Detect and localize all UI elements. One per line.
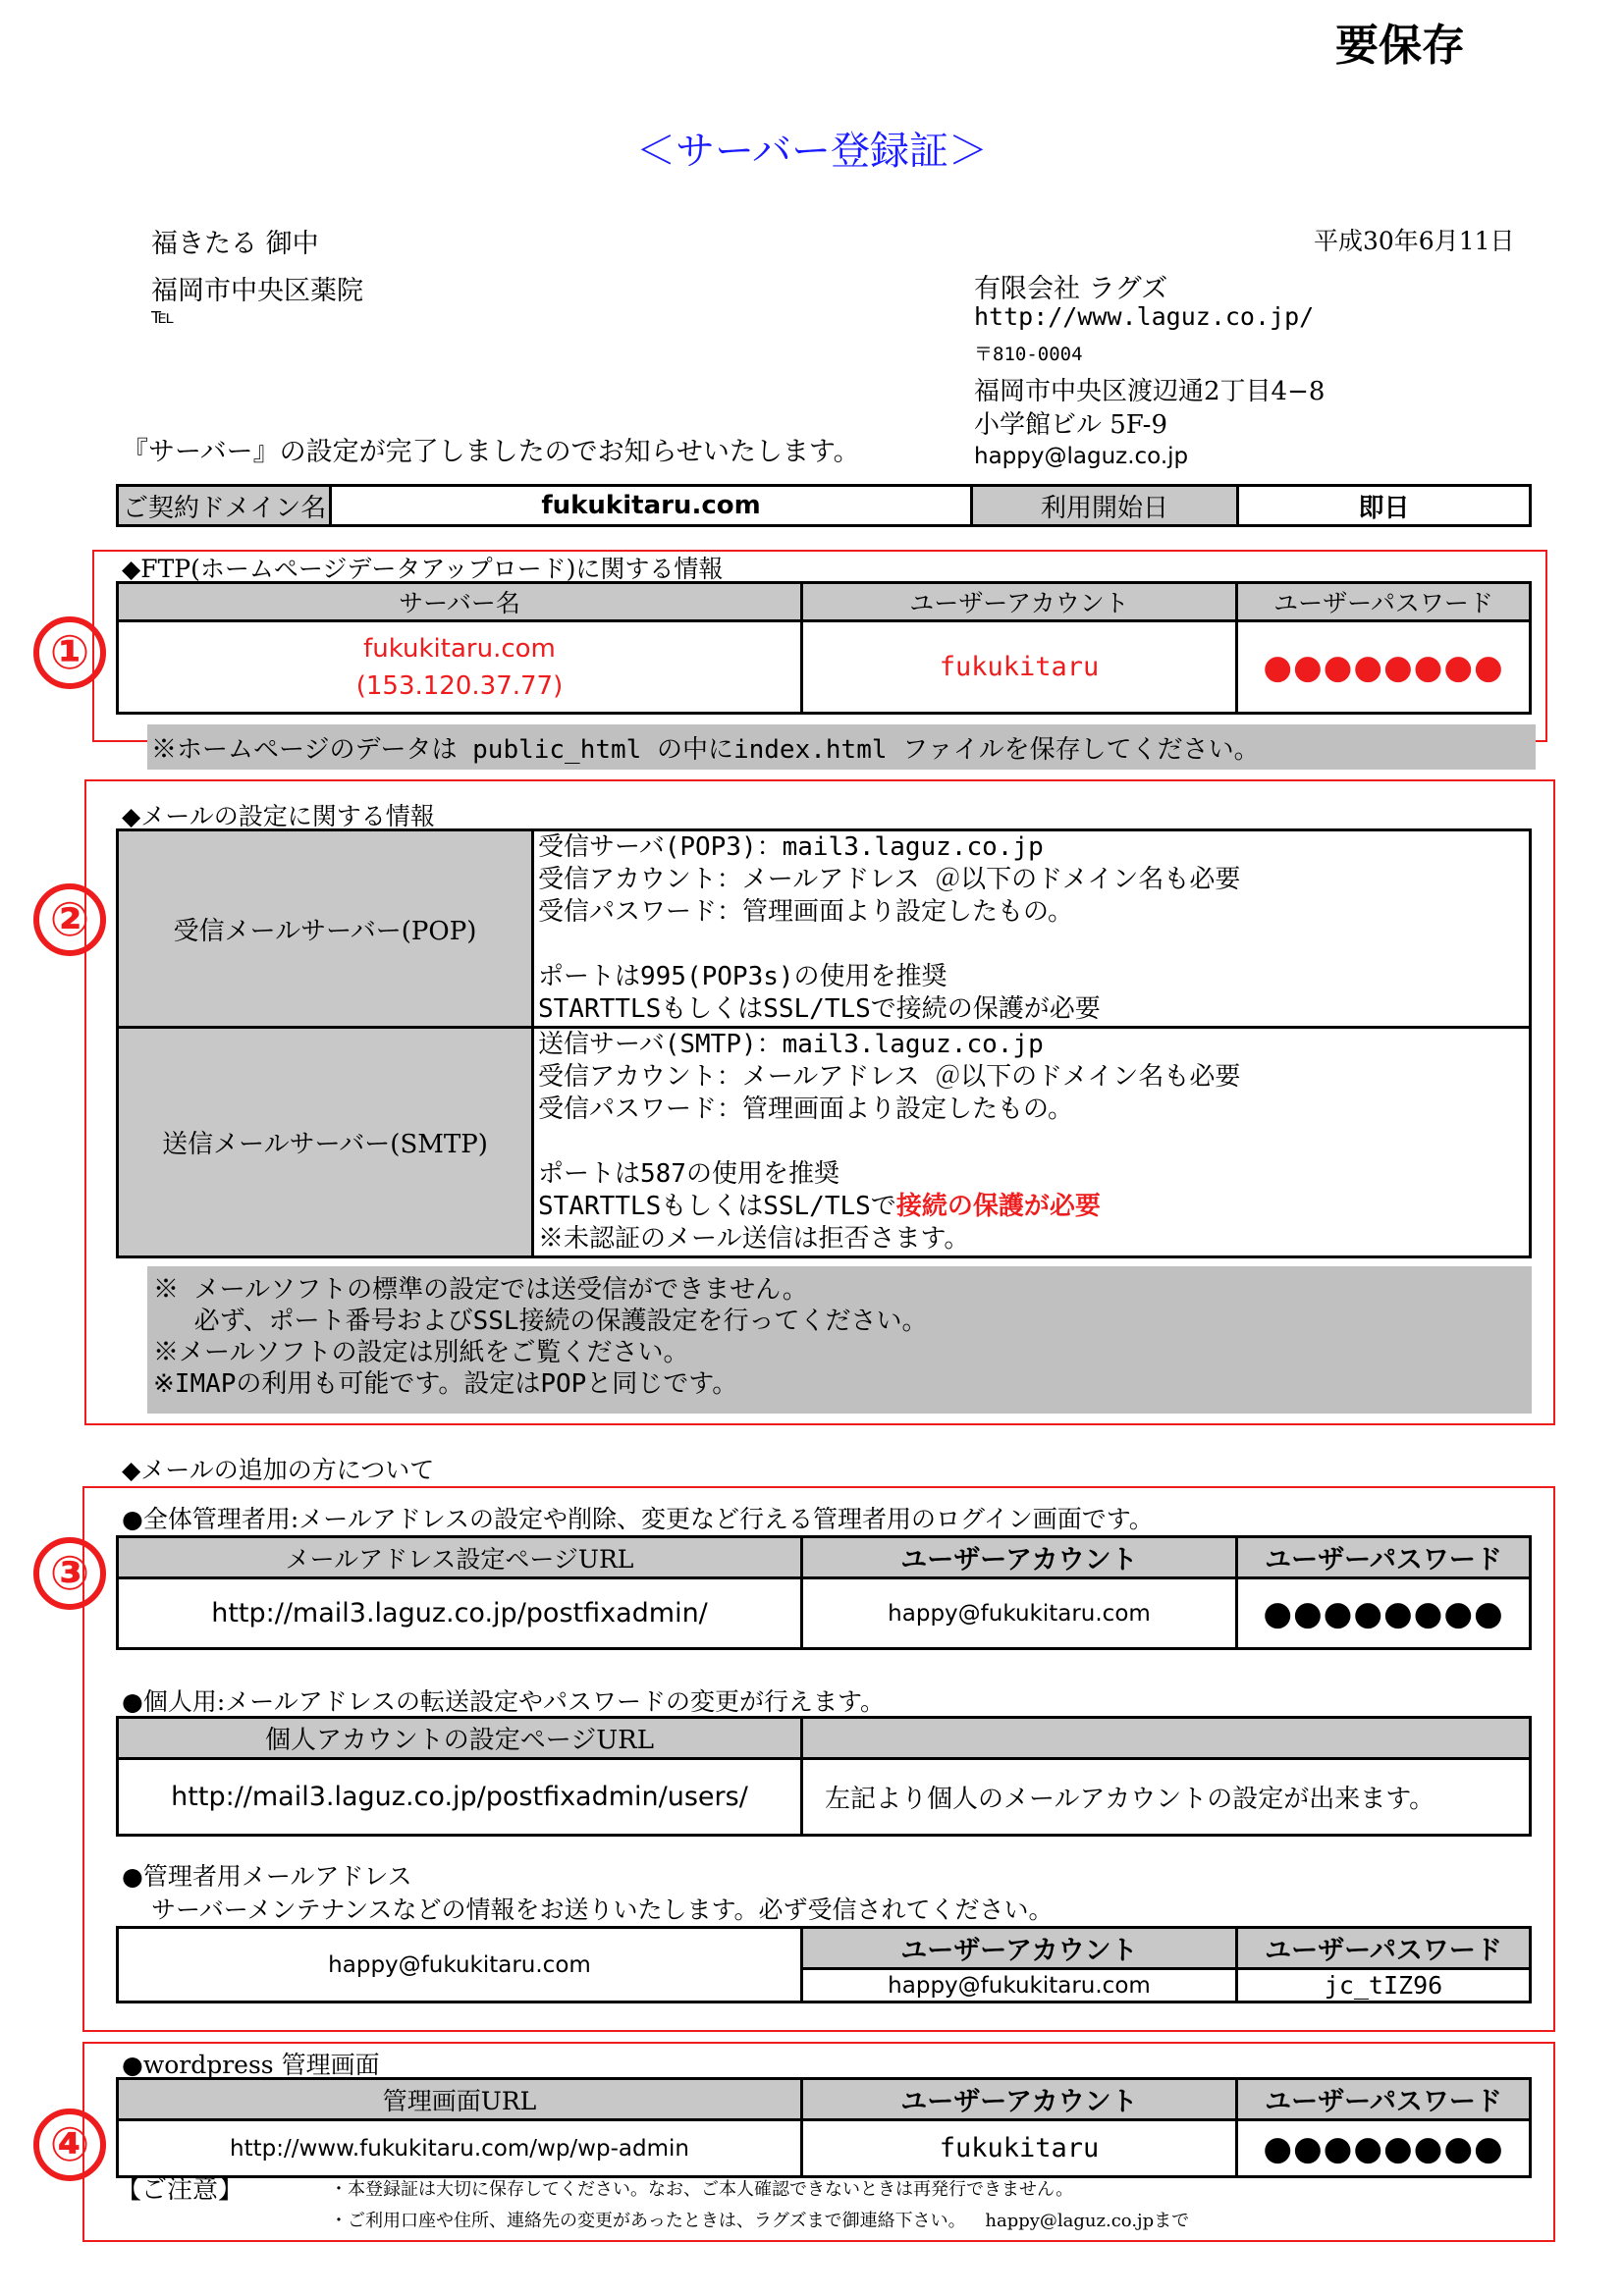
- manager-heading: ●管理者用メールアドレス: [122, 1862, 412, 1891]
- ftp-server-name: [118, 621, 802, 714]
- pop-line: ポートは995(POP3s)の使用を推奨: [538, 962, 947, 991]
- pop-line: 受信パスワード：管理画面より設定したもの。: [538, 897, 1073, 927]
- pop-line: 受信アカウント：メールアドレス ＠以下のドメイン名も必要: [538, 865, 1241, 894]
- ftp-password-mask: ●●●●●●●●: [1263, 647, 1504, 687]
- admin-account: happy@fukukitaru.com: [802, 1578, 1237, 1649]
- personal-url[interactable]: http://mail3.laguz.co.jp/postfixadmin/users/: [118, 1759, 802, 1836]
- mail-note-line: ※IMAPの利用も可能です。設定はPOPと同じです。: [153, 1369, 738, 1399]
- personal-desc: 左記より個人のメールアカウントの設定が出来ます。: [802, 1759, 1531, 1836]
- ftp-section-number: ①: [33, 616, 106, 689]
- smtp-line: ※未認証のメール送信は拒否さます。: [538, 1224, 970, 1254]
- ftp-heading: ◆FTP(ホームページデータアップロード)に関する情報: [122, 555, 724, 583]
- ftp-note: [147, 724, 1536, 770]
- mail-section-number: ②: [33, 883, 106, 956]
- smtp-tls-prefix: STARTTLSもしくはSSL/TLSで: [538, 1192, 896, 1221]
- caution-line-2-email: happy@laguz.co.jpまで: [985, 2211, 1190, 2231]
- pop-line: [538, 929, 1529, 961]
- manager-table: [116, 1926, 1532, 2003]
- wp-password: [1237, 2120, 1531, 2177]
- smtp-line: 送信サーバ(SMTP)：mail3.laguz.co.jp: [538, 1030, 1044, 1059]
- manager-col-password: ユーザーパスワード: [1237, 1928, 1531, 1969]
- wp-col-account: ユーザーアカウント: [802, 2079, 1237, 2120]
- smtp-line: 受信パスワード：管理画面より設定したもの。: [538, 1095, 1073, 1124]
- caution-line-2: [330, 2207, 1189, 2232]
- wordpress-section-number: ④: [33, 2109, 106, 2181]
- wp-col-url: 管理画面URL: [118, 2079, 802, 2120]
- smtp-details: [533, 1028, 1531, 1257]
- mail-note-line: ※ メールソフトの標準の設定では送受信ができません。: [153, 1275, 808, 1305]
- admin-col-account: ユーザーアカウント: [802, 1537, 1237, 1578]
- admin-col-password: ユーザーパスワード: [1237, 1537, 1531, 1578]
- ftp-col-server: サーバー名: [118, 583, 802, 621]
- domain-value: fukukitaru.com: [331, 486, 972, 526]
- pop-line: 受信サーバ(POP3)：mail3.laguz.co.jp: [538, 832, 1044, 862]
- company-zip: 〒810-0004: [974, 344, 1083, 365]
- keep-label: 要保存: [1335, 21, 1465, 71]
- ftp-password: [1237, 621, 1531, 714]
- manager-password: jc_tIZ96: [1237, 1969, 1531, 2002]
- start-date-value: 即日: [1238, 486, 1531, 526]
- caution-label: 【ご注意】: [116, 2175, 244, 2205]
- wordpress-table: [116, 2077, 1532, 2178]
- mail-note-line: 必ず、ポート番号およびSSL接続の保護設定を行ってください。: [153, 1307, 928, 1336]
- smtp-line: ポートは587の使用を推奨: [538, 1159, 839, 1189]
- ftp-col-password: ユーザーパスワード: [1237, 583, 1531, 621]
- smtp-line: 受信アカウント：メールアドレス ＠以下のドメイン名も必要: [538, 1062, 1241, 1092]
- personal-heading: ●個人用:メールアドレスの転送設定やパスワードの変更が行えます。: [122, 1687, 885, 1716]
- caution-line-1: ・本登録証は大切に保存してください。なお、ご本人確認できないときは再発行できません。: [330, 2179, 1074, 2200]
- smtp-tls-emphasis: 接続の保護が必要: [895, 1192, 1101, 1221]
- wordpress-heading: ●wordpress 管理画面: [122, 2051, 380, 2079]
- start-date-label: 利用開始日: [972, 486, 1238, 526]
- smtp-label: 送信メールサーバー(SMTP): [118, 1028, 533, 1257]
- personal-col-url: 個人アカウントの設定ページURL: [118, 1718, 802, 1759]
- company-url[interactable]: http://www.laguz.co.jp/: [974, 302, 1315, 331]
- ftp-server-domain: fukukitaru.com: [363, 633, 556, 664]
- admin-table: [116, 1535, 1532, 1650]
- page-title: ＜サーバー登録証＞: [636, 129, 988, 174]
- wp-account: fukukitaru: [802, 2120, 1237, 2177]
- ftp-server-ip: (153.120.37.77): [355, 670, 564, 701]
- mail-table: [116, 828, 1532, 1258]
- company-block: [974, 267, 1325, 469]
- company-name: 有限会社 ラグズ: [974, 274, 1168, 304]
- smtp-tls-line: [538, 1191, 1529, 1223]
- pop-details: [533, 830, 1531, 1028]
- ftp-table: [116, 581, 1532, 715]
- manager-sub: サーバーメンテナンスなどの情報をお送りいたします。必ず受信されてください。: [151, 1896, 1054, 1924]
- admin-password-mask: ●●●●●●●●: [1263, 1593, 1504, 1633]
- personal-col-blank: [802, 1718, 1531, 1759]
- ftp-account: fukukitaru: [802, 621, 1237, 714]
- wp-col-password: ユーザーパスワード: [1237, 2079, 1531, 2120]
- admin-password: [1237, 1578, 1531, 1649]
- mail-notes: [147, 1266, 1532, 1414]
- personal-table: [116, 1716, 1532, 1837]
- admin-col-url: メールアドレス設定ページURL: [118, 1537, 802, 1578]
- caution-line-2-text: ・ご利用口座や住所、連絡先の変更があったときは、ラグズまで御連絡下さい。: [330, 2211, 966, 2231]
- addressee: 福きたる 御中: [151, 229, 319, 259]
- manager-col-account: ユーザーアカウント: [802, 1928, 1237, 1969]
- wp-password-mask: ●●●●●●●●: [1263, 2128, 1504, 2168]
- manager-account: happy@fukukitaru.com: [802, 1969, 1237, 2002]
- pop-line: STARTTLSもしくはSSL/TLSで接続の保護が必要: [538, 994, 1101, 1024]
- manager-email: happy@fukukitaru.com: [118, 1928, 802, 2002]
- domain-label: ご契約ドメイン名: [118, 486, 331, 526]
- intro-text: 『サーバー』の設定が完了しましたのでお知らせいたします。: [122, 437, 860, 467]
- ftp-col-account: ユーザーアカウント: [802, 583, 1237, 621]
- company-address1: 福岡市中央区渡辺通2丁目4−8: [974, 377, 1326, 406]
- mail-note-line: ※メールソフトの設定は別紙をご覧ください。: [153, 1338, 689, 1367]
- contract-table: [116, 484, 1532, 527]
- smtp-line: [538, 1126, 1529, 1158]
- pop-label: 受信メールサーバー(POP): [118, 830, 533, 1028]
- mail-add-heading: ◆メールの追加の方について: [122, 1456, 435, 1484]
- company-address2: 小学館ビル 5F-9: [974, 410, 1168, 440]
- admin-heading: ●全体管理者用:メールアドレスの設定や削除、変更など行える管理者用のログイン画面です。: [122, 1505, 1154, 1533]
- ftp-note-text: ※ホームページのデータは public_html の中にindex.html ファイルを保存してください。: [151, 735, 1260, 765]
- mail-add-section-number: ③: [33, 1537, 106, 1610]
- issue-date: 平成30年6月11日: [1314, 227, 1515, 255]
- client-address: 福岡市中央区薬院: [151, 276, 363, 306]
- client-tel-label: ℡: [151, 304, 175, 329]
- mail-heading: ◆メールの設定に関する情報: [122, 802, 435, 830]
- admin-url[interactable]: http://mail3.laguz.co.jp/postfixadmin/: [118, 1578, 802, 1649]
- company-email[interactable]: happy@laguz.co.jp: [974, 444, 1189, 469]
- wp-url[interactable]: http://www.fukukitaru.com/wp/wp-admin: [118, 2120, 802, 2177]
